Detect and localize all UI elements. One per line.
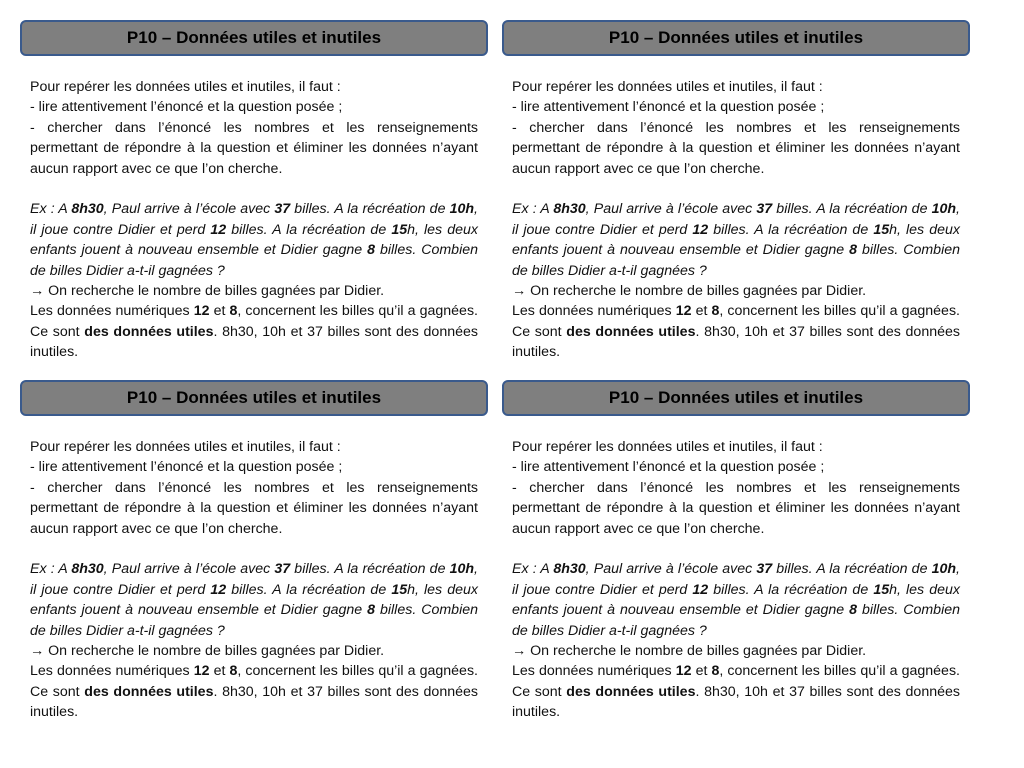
card-top-left	[20, 20, 488, 363]
step-2: - chercher dans l’énoncé les nombres et les renseignements permettant de répondre à la question et éliminer les données n’ayant aucun rapport avec ce que l’on cherche.	[30, 119, 478, 177]
search-line: → On recherche le nombre de billes gagnées par Didier.	[512, 643, 867, 660]
arrow-right-icon: →	[30, 643, 45, 660]
example-text: Ex : A 8h30, Paul arrive à l’école avec 37 billes. A la récréation de 10h, il joue contre Didier et perd 12 billes. A la récréation de 15h, les deux enfants jouent à nouveau ensemble et Didier gagne 8 billes. Combien de billes Didier a-t-il gagnées ?	[30, 201, 479, 279]
conclusion-text: Les données numériques 12 et 8, concernent les billes qu’il a gagnées. Ce sont des données utiles. 8h30, 10h et 37 billes sont des données inutiles.	[512, 663, 960, 721]
card-title: P10 – Données utiles et inutiles	[502, 380, 970, 416]
card-title: P10 – Données utiles et inutiles	[20, 20, 488, 56]
card-bottom-right	[502, 380, 970, 723]
spacer	[512, 539, 960, 559]
card-body	[30, 77, 478, 363]
step-1: - lire attentivement l’énoncé et la question posée ;	[30, 459, 343, 476]
step-2: - chercher dans l’énoncé les nombres et les renseignements permettant de répondre à la question et éliminer les données n’ayant aucun rapport avec ce que l’on cherche.	[512, 119, 960, 177]
example-text: Ex : A 8h30, Paul arrive à l’école avec 37 billes. A la récréation de 10h, il joue contre Didier et perd 12 billes. A la récréation de 15h, les deux enfants jouent à nouveau ensemble et Didier gagne 8 billes. Combien de billes Didier a-t-il gagnées ?	[512, 561, 961, 639]
search-line: → On recherche le nombre de billes gagnées par Didier.	[30, 283, 385, 300]
arrow-right-icon: →	[30, 283, 45, 300]
step-1: - lire attentivement l’énoncé et la question posée ;	[512, 459, 825, 476]
card-body	[30, 437, 478, 723]
card-title: P10 – Données utiles et inutiles	[502, 20, 970, 56]
intro-text: Pour repérer les données utiles et inutiles, il faut :	[512, 79, 823, 95]
conclusion-text: Les données numériques 12 et 8, concernent les billes qu’il a gagnées. Ce sont des données utiles. 8h30, 10h et 37 billes sont des données inutiles.	[30, 303, 478, 361]
step-2: - chercher dans l’énoncé les nombres et les renseignements permettant de répondre à la question et éliminer les données n’ayant aucun rapport avec ce que l’on cherche.	[512, 479, 960, 537]
card-title: P10 – Données utiles et inutiles	[20, 380, 488, 416]
step-1: - lire attentivement l’énoncé et la question posée ;	[512, 99, 825, 116]
search-line: → On recherche le nombre de billes gagnées par Didier.	[30, 643, 385, 660]
conclusion-text: Les données numériques 12 et 8, concernent les billes qu’il a gagnées. Ce sont des données utiles. 8h30, 10h et 37 billes sont des données inutiles.	[30, 663, 478, 721]
arrow-right-icon: →	[512, 283, 527, 300]
conclusion-text: Les données numériques 12 et 8, concernent les billes qu’il a gagnées. Ce sont des données utiles. 8h30, 10h et 37 billes sont des données inutiles.	[512, 303, 960, 361]
step-2: - chercher dans l’énoncé les nombres et les renseignements permettant de répondre à la question et éliminer les données n’ayant aucun rapport avec ce que l’on cherche.	[30, 479, 478, 537]
spacer	[512, 179, 960, 199]
card-body	[512, 77, 960, 363]
spacer	[30, 179, 478, 199]
search-line: → On recherche le nombre de billes gagnées par Didier.	[512, 283, 867, 300]
card-top-right	[502, 20, 970, 363]
example-text: Ex : A 8h30, Paul arrive à l’école avec 37 billes. A la récréation de 10h, il joue contre Didier et perd 12 billes. A la récréation de 15h, les deux enfants jouent à nouveau ensemble et Didier gagne 8 billes. Combien de billes Didier a-t-il gagnées ?	[30, 561, 479, 639]
step-1: - lire attentivement l’énoncé et la question posée ;	[30, 99, 343, 116]
card-bottom-left	[20, 380, 488, 723]
arrow-right-icon: →	[512, 643, 527, 660]
example-text: Ex : A 8h30, Paul arrive à l’école avec 37 billes. A la récréation de 10h, il joue contre Didier et perd 12 billes. A la récréation de 15h, les deux enfants jouent à nouveau ensemble et Didier gagne 8 billes. Combien de billes Didier a-t-il gagnées ?	[512, 201, 961, 279]
intro-text: Pour repérer les données utiles et inutiles, il faut :	[30, 439, 341, 455]
card-body	[512, 437, 960, 723]
intro-text: Pour repérer les données utiles et inutiles, il faut :	[30, 79, 341, 95]
intro-text: Pour repérer les données utiles et inutiles, il faut :	[512, 439, 823, 455]
spacer	[30, 539, 478, 559]
